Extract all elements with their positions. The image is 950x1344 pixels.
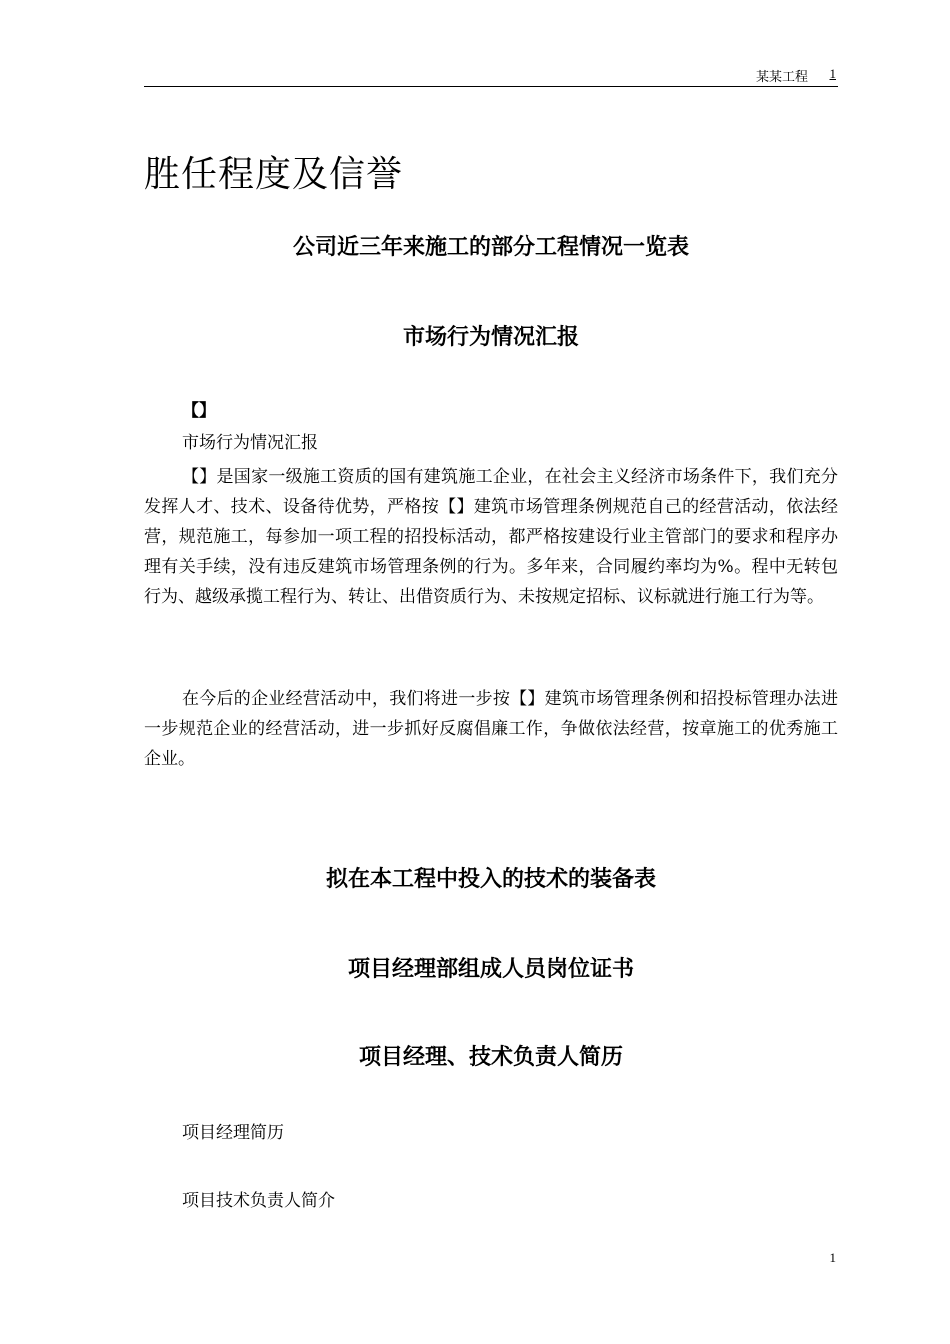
main-title: 胜任程度及信誉 [144,154,404,195]
header-company-name: 某某工程 [755,70,808,85]
heading-equipment: 拟在本工程中投入的技术的装备表 [325,867,656,892]
tech-lead-intro-label: 项目技术负责人简介 [182,1191,335,1211]
market-paragraph-2: 在今后的企业经营活动中，我们将进一步按【】建筑市场管理条例和招投标管理办法进一步规范企业的经营活动，进一步抓好反腐倡廉工作，争做依法经营，按章施工的优秀施工企业。 [144,689,838,769]
header-page-number: 1 [829,66,836,81]
page-header [144,62,838,87]
market-subtitle: 市场行为情况汇报 [182,433,318,453]
heading-market: 市场行为情况汇报 [402,325,579,350]
pm-resume-label: 项目经理简历 [182,1123,284,1143]
footer-page-number: 1 [829,1250,836,1265]
bracket-line: 【】 [182,401,216,421]
heading-resume: 项目经理、技术负责人简历 [358,1045,623,1070]
heading-projects: 公司近三年来施工的部分工程情况一览表 [292,235,689,260]
market-paragraph-1: 【】是国家一级施工资质的国有建筑施工企业，在社会主义经济市场条件下，我们充分发挥人才、技术、设备待优势，严格按【】建筑市场管理条例规范自己的经营活动，依法经营，规范施工，每参加一项工程的招投标活动，都严格按建设行业主管部门的要求和程序办理有关手续，没有违反建筑市场管理条例的行为。多年来，合同履约率均为%。程中无转包行为、越级承揽工程行为、转让、出借资质行为、未按规定招标、议标就进行施工行为等。 [144,467,838,607]
heading-certificates: 项目经理部组成人员岗位证书 [347,957,634,982]
